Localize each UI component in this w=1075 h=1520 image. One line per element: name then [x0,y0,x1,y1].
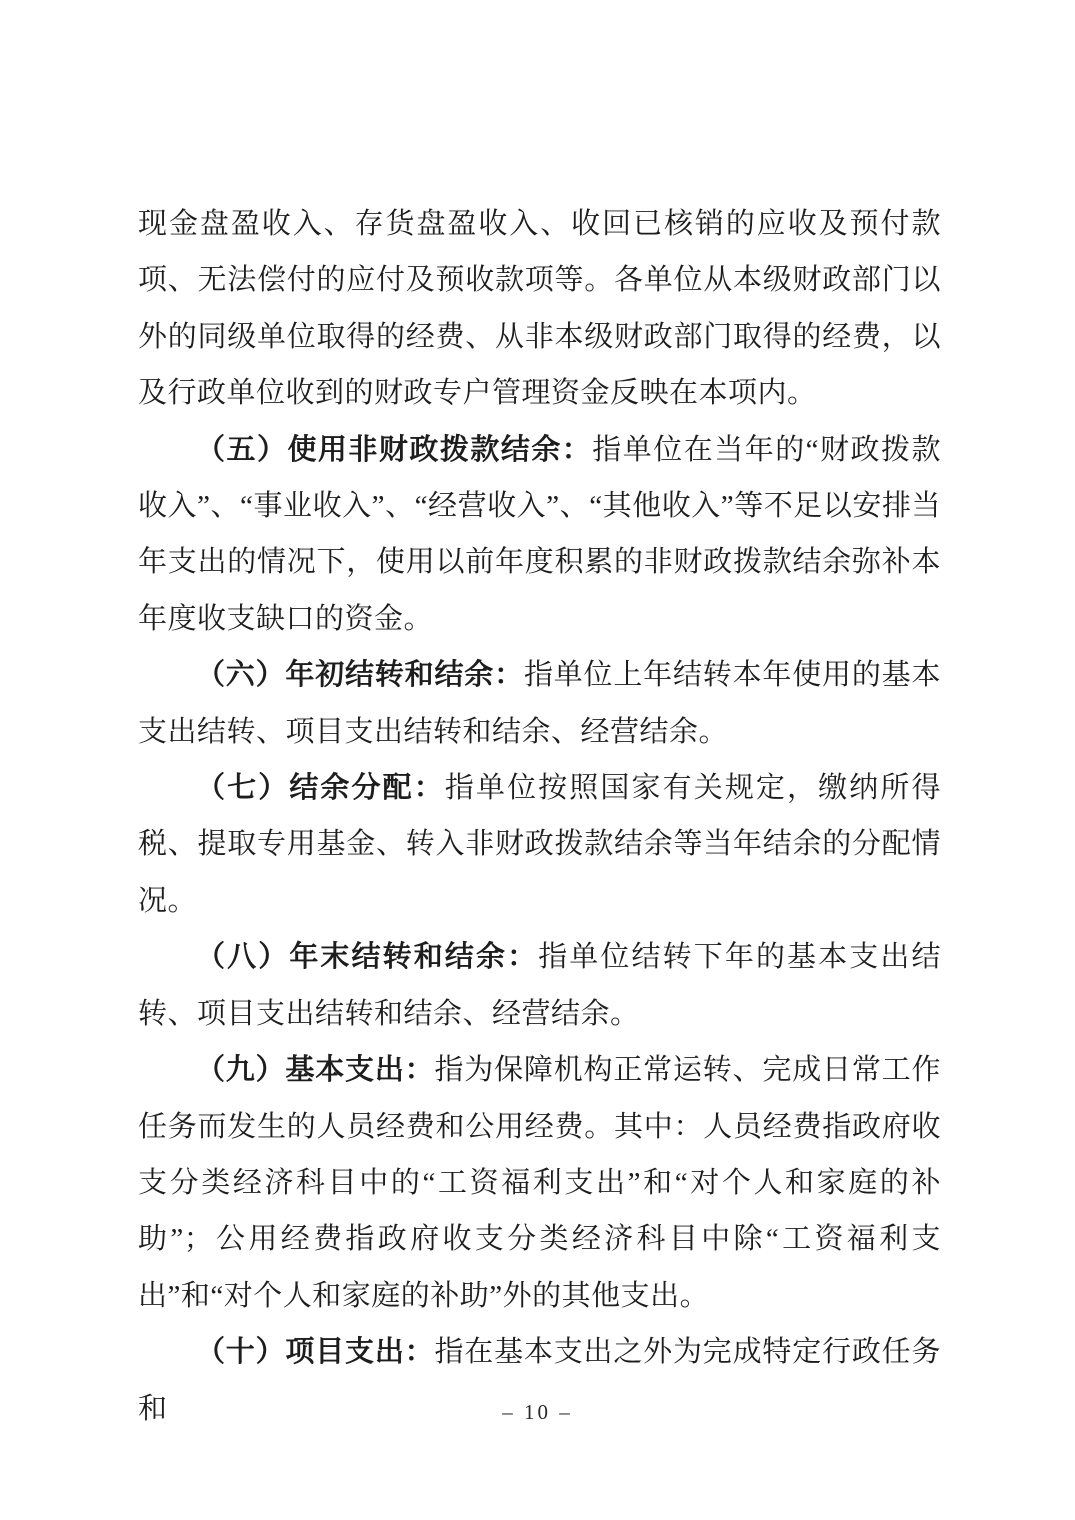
paragraph-text: 指单位上年结转本年使用的基本支出结转、项目支出结转和结余、经营结余。 [138,659,941,748]
paragraph [138,196,941,422]
paragraph [138,929,941,1042]
page-footer [0,1400,1075,1425]
paragraph-heading: （十）项目支出： [196,1336,435,1369]
page-number: – 10 – [502,1400,573,1424]
paragraph-text: 现金盘盈收入、存货盘盈收入、收回已核销的应收及预付款项、无法偿付的应付及预收款项等。各单位从本级财政部门以外的同级单位取得的经费、从非本级财政部门取得的经费，以及行政单位收到的财政专户管理资金反映在本项内。 [138,208,941,410]
paragraph-text: 指在基本支出之外为完成特定行政任务和 [138,1336,941,1425]
paragraph-heading: （六）年初结转和结余： [196,659,524,692]
paragraph-text: 指单位按照国家有关规定，缴纳所得税、提取专用基金、转入非财政拨款结余等当年结余的分配情况。 [138,772,941,917]
paragraph-text: 指单位在当年的“财政拨款收入”、“事业收入”、“经营收入”、“其他收入”等不足以安排当年支出的情况下，使用以前年度积累的非财政拨款结余弥补本年度收支缺口的资金。 [138,433,941,635]
page-body-text [138,196,941,1437]
paragraph-heading: （九）基本支出： [196,1054,435,1087]
paragraph [138,760,941,929]
paragraph [138,647,941,760]
paragraph [138,1042,941,1324]
paragraph-heading: （七）结余分配： [196,772,445,805]
paragraph-text: 指单位结转下年的基本支出结转、项目支出结转和结余、经营结余。 [138,941,941,1030]
paragraph [138,422,941,648]
paragraph-heading: （八）年末结转和结余： [196,941,539,974]
paragraph-heading: （五）使用非财政拨款结余： [196,433,593,466]
paragraph-text: 指为保障机构正常运转、完成日常工作任务而发生的人员经费和公用经费。其中：人员经费指政府收支分类经济科目中的“工资福利支出”和“对个人和家庭的补助”；公用经费指政府收支分类经济科目中除“工资福利支出”和“对个人和家庭的补助”外的其他支出。 [138,1054,941,1312]
